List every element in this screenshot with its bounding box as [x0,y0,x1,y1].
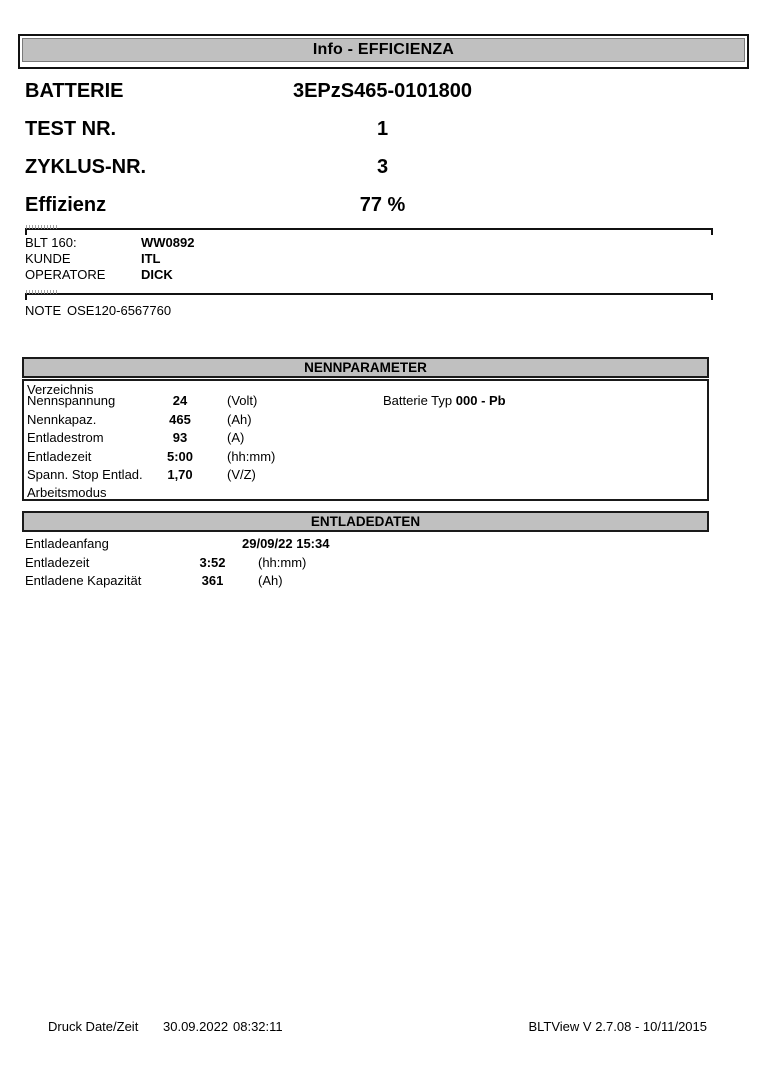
blt160-value: WW0892 [141,235,195,250]
nennkapaz-unit: (Ah) [227,412,252,427]
entladezeit-label: Entladezeit [27,449,92,464]
nennspannung-unit: (Volt) [227,393,258,408]
test-nr-label: TEST NR. [25,118,117,140]
arbeitsmodus-label: Arbeitsmodus [27,485,107,500]
entladene-kapazitaet-label: Entladene Kapazität [25,573,142,588]
entladestrom-value: 93 [172,430,188,445]
nennkapaz-label: Nennkapaz. [27,412,97,427]
param-row-entladezeit [24,449,707,466]
divider-line [25,293,713,301]
entladedaten-header: ENTLADEDATEN [22,511,709,532]
operatore-value: DICK [141,267,173,282]
test-nr-value: 1 [376,118,389,140]
blt160-label: BLT 160: [25,235,77,250]
print-date-label: Druck Date/Zeit [48,1019,139,1034]
micro-caption [26,290,58,294]
kunde-value: ITL [141,251,161,266]
entladene-kapazitaet-unit: (Ah) [258,573,283,588]
batterie-typ-value: 000 - Pb [455,393,506,408]
nennkapaz-value: 465 [169,412,191,427]
info-row-kunde [0,251,764,267]
verzeichnis-label: Verzeichnis [27,382,94,397]
entladezeit2-value: 3:52 [199,555,226,570]
entladezeit2-unit: (hh:mm) [258,555,307,570]
entladene-kapazitaet-value: 361 [201,573,224,588]
nennparameter-header: NENNPARAMETER [22,357,709,378]
nennspannung-label: Nennspannung [27,393,116,408]
spann-stop-label: Spann. Stop Entlad. [27,467,143,482]
entladezeit-value: 5:00 [166,449,194,464]
nennspannung-value: 24 [172,393,188,408]
zyklus-nr-label: ZYKLUS-NR. [25,156,147,178]
param-row-entladestrom [24,430,707,447]
entladezeit2-label: Entladezeit [25,555,90,570]
note-value: OSE120-6567760 [67,303,172,318]
effizienz-label: Effizienz [25,194,107,216]
entladeanfang-value: 29/09/22 15:34 [242,536,330,551]
batterie-value: 3EPzS465-0101800 [292,80,473,102]
param-row-nennkapaz [24,412,707,429]
entladestrom-label: Entladestrom [27,430,104,445]
zyklus-nr-value: 3 [376,156,389,178]
param-row-nennspannung [24,393,707,410]
kunde-label: KUNDE [25,251,71,266]
summary-row-zyklus-nr [0,156,764,182]
note-label: NOTE [25,303,62,318]
entlade-row-kapazitaet [0,573,764,590]
entlade-row-zeit [0,555,764,572]
entladeanfang-label: Entladeanfang [25,536,109,551]
footer [0,1019,764,1035]
param-row-spann-stop [24,467,707,484]
entladestrom-unit: (A) [227,430,245,445]
info-row-blt160 [0,235,764,251]
spann-stop-value: 1,70 [167,467,193,482]
micro-caption [26,225,58,229]
effizienz-value: 77 % [359,194,406,216]
spann-stop-unit: (V/Z) [227,467,256,482]
param-row-arbeitsmodus [24,485,707,502]
entladezeit-unit: (hh:mm) [227,449,276,464]
batterie-label: BATTERIE [25,80,124,102]
batterie-typ [383,393,506,408]
info-row-operatore [0,267,764,283]
summary-row-test-nr [0,118,764,144]
summary-row-effizienz [0,194,764,220]
summary-row-batterie [0,80,764,106]
nennparameter-box [22,379,709,501]
batterie-typ-label: Batterie Typ [383,393,453,408]
app-version: BLTView V 2.7.08 - 10/11/2015 [528,1019,707,1034]
print-date-value: 30.09.2022 [163,1019,229,1034]
report-title: Info - EFFICIENZA [22,38,745,62]
entlade-row-anfang [0,536,764,553]
note-row [0,303,764,319]
report-title-box [18,34,749,69]
operatore-label: OPERATORE [25,267,106,282]
print-time-value: 08:32:11 [233,1019,283,1034]
